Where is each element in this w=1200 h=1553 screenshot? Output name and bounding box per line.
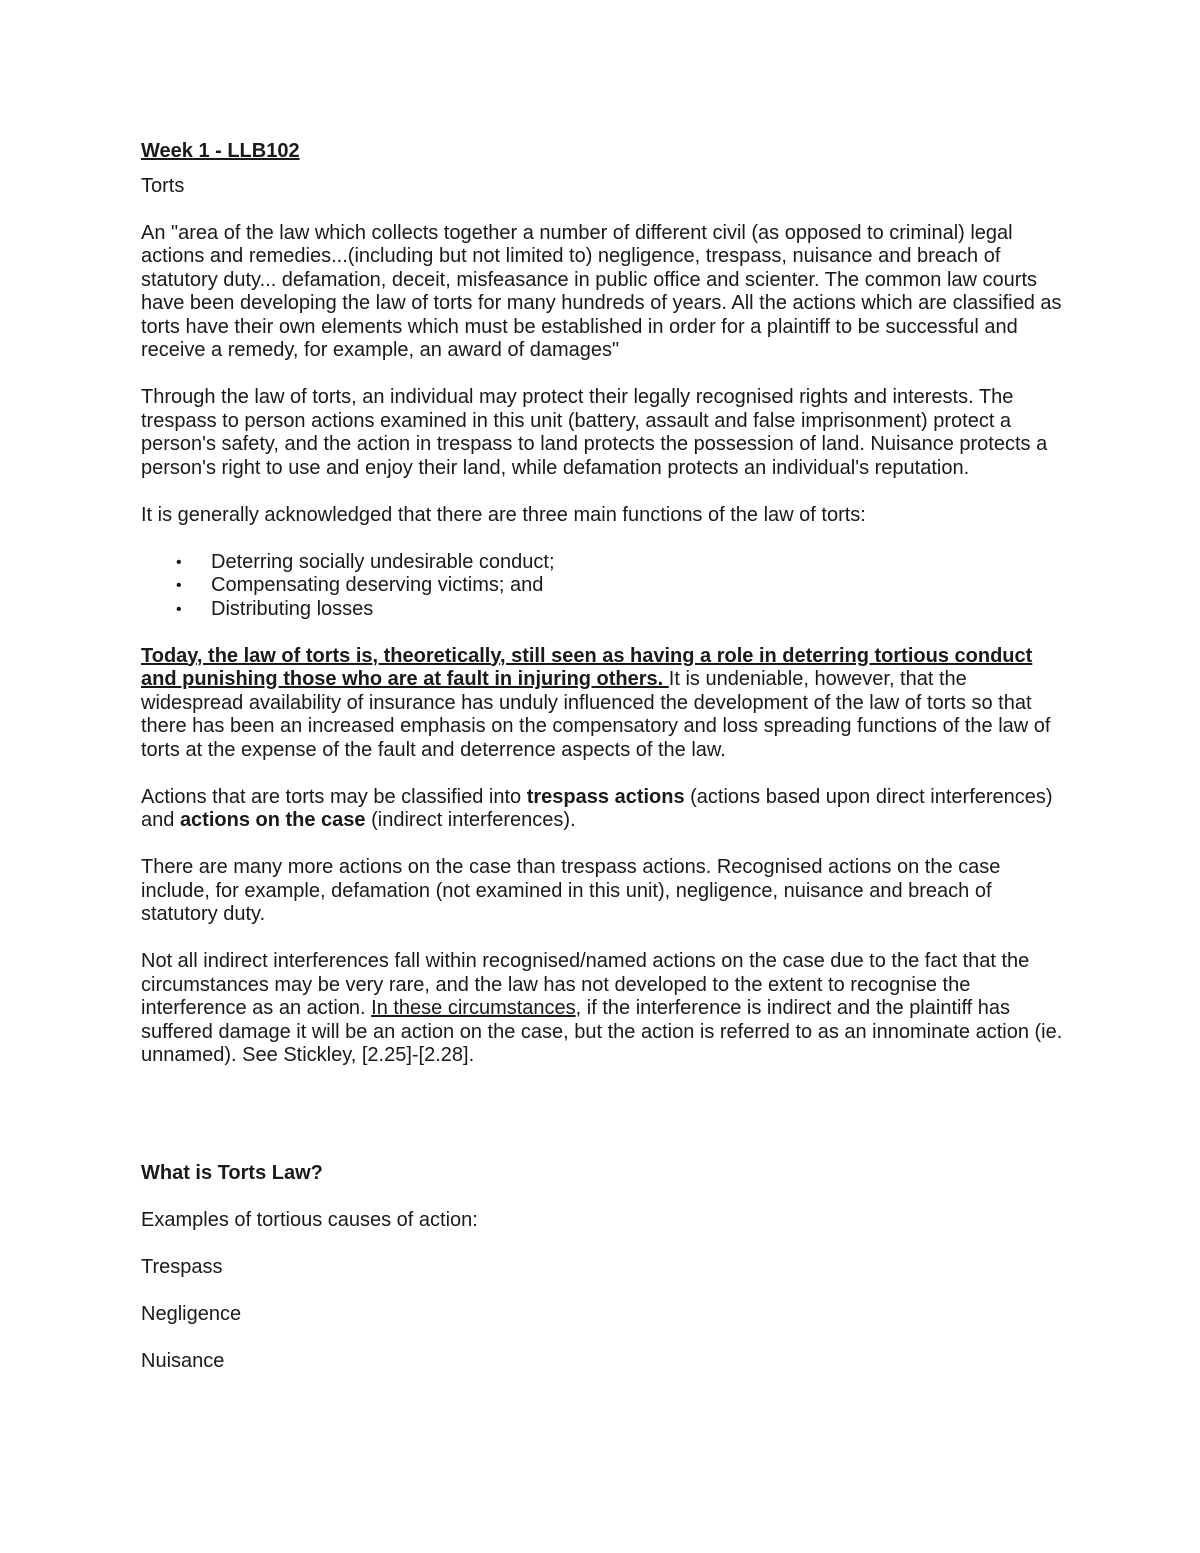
list-item-text: Deterring socially undesirable conduct; <box>211 550 555 573</box>
paragraph-innominate <box>141 950 1066 1068</box>
example-item: Nuisance <box>141 1349 225 1372</box>
example-item: Negligence <box>141 1302 242 1325</box>
paragraph-text: It is undeniable, however, that the widespread availability of insurance has unduly influenced the development of the law of torts so that there has been an increased emphasis on the compensatory and loss spreading functions of the law of torts at the expense of the fault and deterrence aspects of the law. <box>141 668 1051 761</box>
list-item <box>141 574 1066 598</box>
paragraph-text: Actions that are torts may be classified into <box>141 785 527 808</box>
emphasis-text: Today, the law of torts is, theoretically, still seen as having a role in deterring tortious conduct and punishing those who are at fault in injuring others. <box>141 644 1033 690</box>
underlined-text: In these circumstances <box>371 997 576 1019</box>
bullet-icon: • <box>176 600 182 618</box>
paragraph-text: (indirect interferences). <box>365 809 576 831</box>
functions-list <box>141 551 1066 622</box>
bullet-icon: • <box>176 553 182 571</box>
document-page <box>141 140 1066 1373</box>
paragraph-text: (actions based upon direct interferences) and <box>141 785 1053 831</box>
list-item-text: Compensating deserving victims; and <box>211 574 544 596</box>
bold-term: trespass actions <box>526 785 685 808</box>
paragraph-text: , if the interference is indirect and the plaintiff has suffered damage it will be an action on the case, but the action is referred to as an innominate action (ie. unnamed). See Stickley, [2.25]-[2.28]. <box>141 997 1063 1066</box>
paragraph-classification <box>141 786 1066 833</box>
paragraph-rights-interests: Through the law of torts, an individual may protect their legally recognised rights and interests. The trespass to person actions examined in this unit (battery, assault and false imprisonment) protect a person's safety, and the action in trespass to land protects the possession of land. Nuisance protects a person's right to use and enjoy their land, while defamation protects an individual's reputation. <box>141 386 1048 479</box>
paragraph-text: Not all indirect interferences fall within recognised/named actions on the case due to the fact that the circumstances may be very rare, and the law has not developed to the extent to recognise the interference as an action. <box>141 950 1030 1019</box>
document-title: Week 1 - LLB102 <box>141 140 300 162</box>
list-item <box>141 598 1066 622</box>
bullet-icon: • <box>176 577 182 594</box>
document-subtitle: Torts <box>141 174 185 197</box>
list-item-text: Distributing losses <box>211 597 374 620</box>
paragraph-definition: An "area of the law which collects together a number of different civil (as opposed to criminal) legal actions and remedies...(including but not limited to) negligence, trespass, nuisance and breach of statutory duty... defamation, deceit, misfeasance in public office and scienter. The common law courts have been developing the law of torts for many hundreds of years. All the actions which are classified as torts have their own elements which must be established in order for a plaintiff to be successful and receive a remedy, for example, an award of damages" <box>141 221 1062 361</box>
section-heading: What is Torts Law? <box>141 1161 323 1184</box>
paragraph-functions-intro: It is generally acknowledged that there are three main functions of the law of torts: <box>141 503 866 526</box>
paragraph-actions-on-case: There are many more actions on the case than trespass actions. Recognised actions on the case include, for example, defamation (not examined in this unit), negligence, nuisance and breach of statutory duty. <box>141 856 1001 925</box>
bold-term: actions on the case <box>179 809 366 831</box>
examples-intro: Examples of tortious causes of action: <box>141 1208 478 1231</box>
example-item: Trespass <box>141 1255 223 1278</box>
paragraph-deterrence <box>141 645 1066 763</box>
list-item <box>141 551 1066 575</box>
